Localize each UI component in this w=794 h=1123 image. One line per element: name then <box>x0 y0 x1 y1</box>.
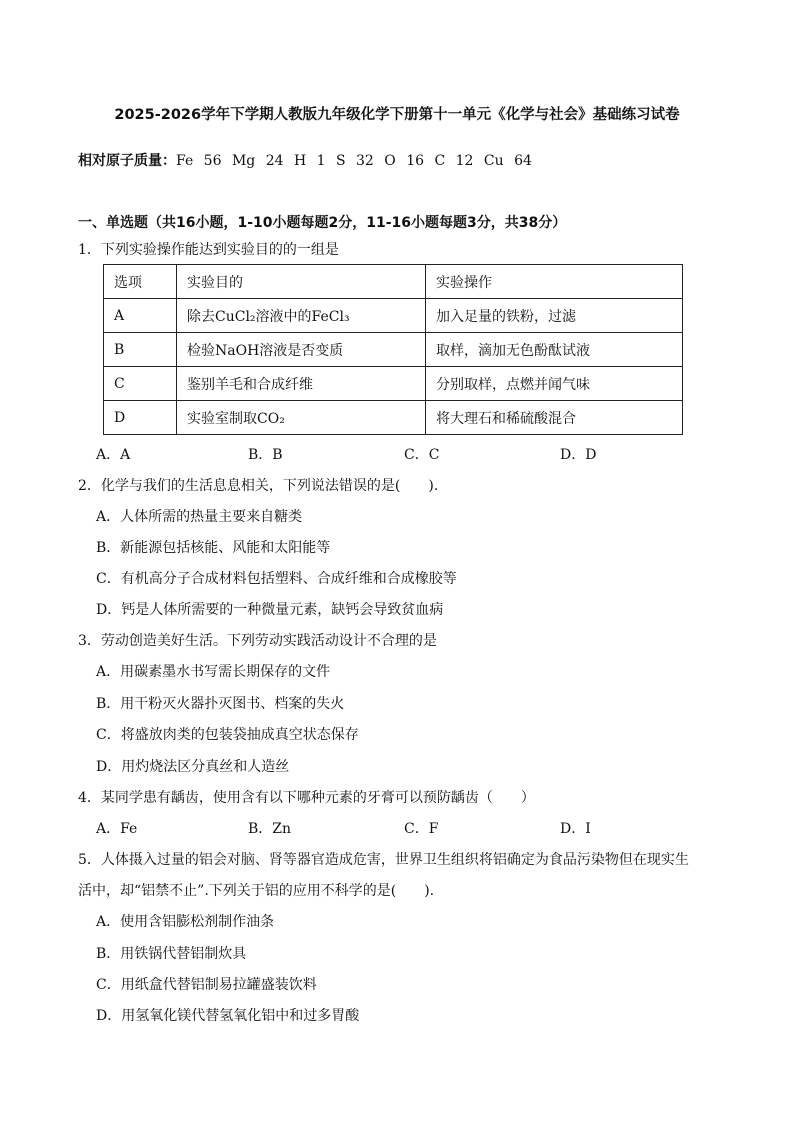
question-4-options <box>96 818 736 838</box>
section-heading: 一、单选题（共16小题，1-10小题每题2分，11-16小题每题3分，共38分） <box>78 215 567 231</box>
experiment-table <box>103 264 683 435</box>
option-c[interactable]: C．有机高分子合成材料包括塑料、合成纤维和合成橡胶等 <box>96 571 457 587</box>
question-4-stem: 4．某同学患有龋齿，使用含有以下哪种元素的牙膏可以预防龋齿（ ） <box>78 790 535 806</box>
option-a[interactable]: A．使用含铝膨松剂制作油条 <box>96 914 275 930</box>
table-cell: A <box>104 299 177 333</box>
table-cell: B <box>104 333 177 367</box>
question-5-stem-line1: 5．人体摄入过量的铝会对脑、肾等器官造成危害，世界卫生组织将铝确定为食品污染物但在现实生 <box>78 852 689 868</box>
option-b[interactable]: B．B <box>248 447 283 463</box>
option-a[interactable]: A．人体所需的热量主要来自糖类 <box>96 509 303 525</box>
option-c[interactable]: C．F <box>404 821 439 837</box>
option-b[interactable]: B．用铁锅代替铝制炊具 <box>96 946 247 962</box>
option-d[interactable]: D．D <box>560 447 597 463</box>
question-1-stem: 1．下列实验操作能达到实验目的的一组是 <box>78 242 339 258</box>
table-row <box>104 367 683 401</box>
option-a[interactable]: A．用碳素墨水书写需长期保存的文件 <box>96 664 331 680</box>
table-cell: 实验室制取CO₂ <box>177 401 426 435</box>
exam-title: 2025-2026学年下学期人教版九年级化学下册第十一单元《化学与社会》基础练习试卷 <box>114 107 680 123</box>
table-cell: C <box>104 367 177 401</box>
table-cell: 除去CuCl₂溶液中的FeCl₃ <box>177 299 426 333</box>
table-row <box>104 401 683 435</box>
atomic-masses <box>78 150 532 170</box>
table-row <box>104 299 683 333</box>
table-cell: 检验NaOH溶液是否变质 <box>177 333 426 367</box>
option-b[interactable]: B．新能源包括核能、风能和太阳能等 <box>96 540 331 556</box>
option-a[interactable]: A．A <box>96 447 131 463</box>
option-d[interactable]: D．钙是人体所需要的一种微量元素，缺钙会导致贫血病 <box>96 602 444 618</box>
option-d[interactable]: D．I <box>560 821 591 837</box>
table-cell: 加入足量的铁粉，过滤 <box>426 299 683 333</box>
option-d[interactable]: D．用氢氧化镁代替氢氧化铝中和过多胃酸 <box>96 1008 360 1024</box>
table-header-cell: 实验操作 <box>426 265 683 299</box>
table-row <box>104 333 683 367</box>
option-c[interactable]: C．将盛放肉类的包装袋抽成真空状态保存 <box>96 727 359 743</box>
question-1-options <box>96 444 736 464</box>
question-2-stem: 2．化学与我们的生活息息相关，下列说法错误的是( ). <box>78 478 439 494</box>
table-cell: 鉴别羊毛和合成纤维 <box>177 367 426 401</box>
table-header-cell: 实验目的 <box>177 265 426 299</box>
table-cell: 将大理石和稀硫酸混合 <box>426 401 683 435</box>
question-3-stem: 3．劳动创造美好生活。下列劳动实践活动设计不合理的是 <box>78 633 437 649</box>
option-b[interactable]: B．Zn <box>248 821 292 837</box>
atomic-masses-label: 相对原子质量： <box>78 153 176 169</box>
option-b[interactable]: B．用干粉灭火器扑灭图书、档案的失火 <box>96 696 345 712</box>
table-cell: 取样，滴加无色酚酞试液 <box>426 333 683 367</box>
table-cell: 分别取样，点燃并闻气味 <box>426 367 683 401</box>
question-5-stem-line2: 活中，却“铝禁不止”.下列关于铝的应用不科学的是( ). <box>78 883 435 899</box>
option-c[interactable]: C．用纸盒代替铝制易拉罐盛装饮料 <box>96 977 317 993</box>
table-header-row <box>104 265 683 299</box>
option-c[interactable]: C．C <box>404 447 440 463</box>
table-cell: D <box>104 401 177 435</box>
option-a[interactable]: A．Fe <box>96 821 138 837</box>
option-d[interactable]: D．用灼烧法区分真丝和人造丝 <box>96 759 290 775</box>
atomic-masses-values: Fe 56 Mg 24 H 1 S 32 O 16 C 12 Cu 64 <box>176 153 532 169</box>
table-header-cell: 选项 <box>104 265 177 299</box>
